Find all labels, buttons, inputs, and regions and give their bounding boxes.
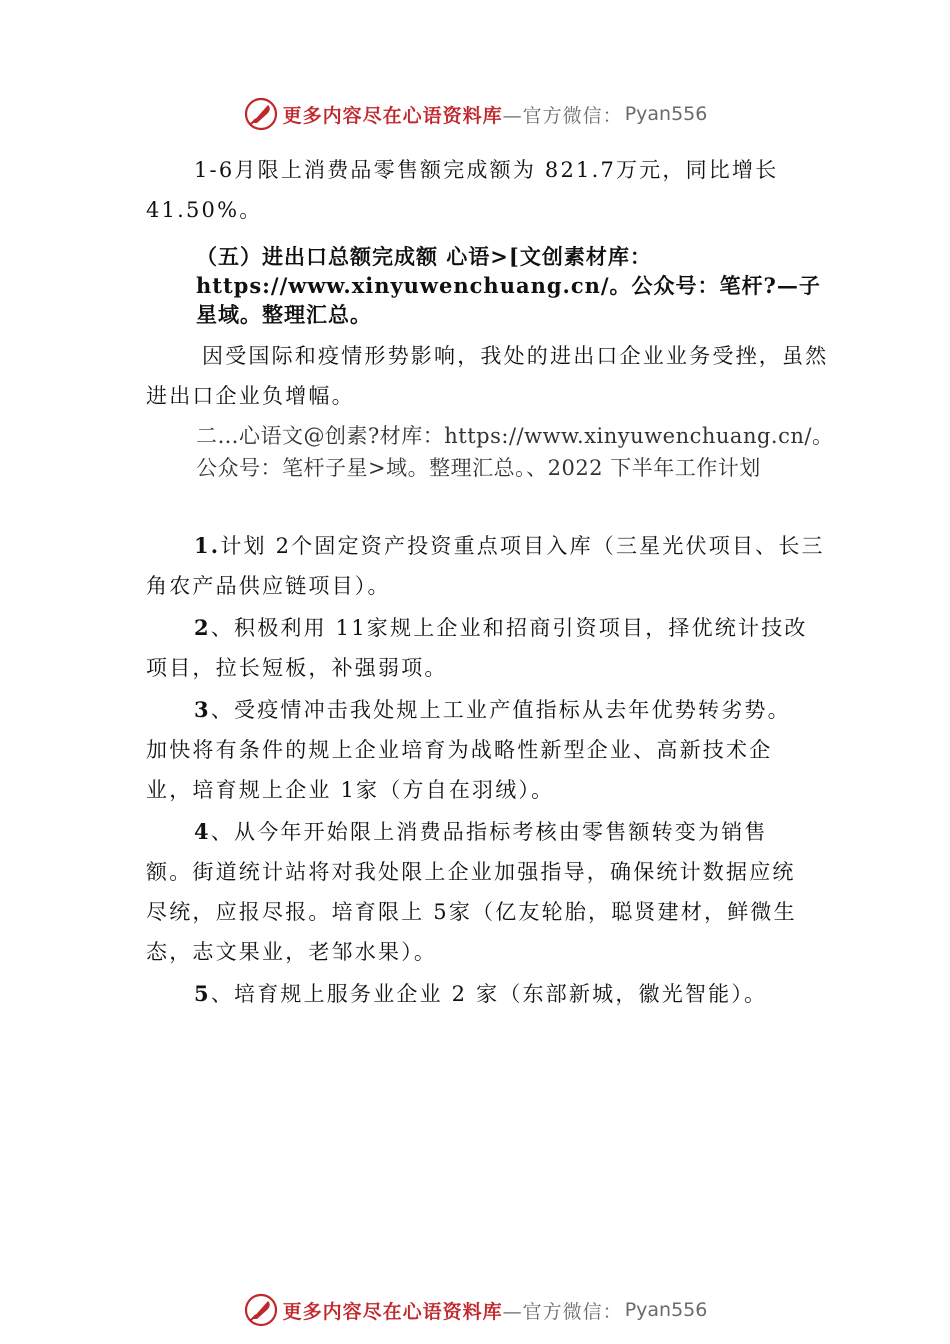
section-two-heading: 二…心语文@创素?材库：https://www.xinyuwenchuang.cn/。公众号：笔杆子星>域。整理汇总。、2022 下半年工作计划	[196, 424, 834, 480]
banner-wechat-id: Pyan556	[624, 1299, 708, 1321]
plan-item-4	[146, 812, 811, 972]
plan-item-text: 计划 2个固定资产投资重点项目入库（三星光伏项目、长三角农产品供应链项目）。	[146, 534, 825, 598]
plan-item-3	[146, 690, 811, 810]
section-five-heading: （五）进出口总额完成额 心语>[文创素材库：https://www.xinyuwenchuang.cn/。公众号：笔杆?—子星域。整理汇总。	[196, 244, 821, 327]
footer-banner	[0, 1290, 950, 1330]
banner-library-text: 更多内容尽在心语资料库	[282, 1300, 503, 1323]
plan-item-number: 3	[194, 697, 211, 722]
retail-sales-paragraph: 1-6月限上消费品零售额完成额为 821.7万元，同比增长41.50%。	[146, 158, 779, 222]
banner-wechat-label: —官方微信：	[502, 104, 623, 127]
plan-item-2	[146, 608, 811, 688]
banner-wechat-id: Pyan556	[624, 103, 708, 125]
plan-item-text: 、从今年开始限上消费品指标考核由零售额转变为销售额。街道统计站将对我处限上企业加强指导，确保统计数据应统尽统，应报尽报。培育限上 5家（亿友轮胎，聪贤建材，鲜微生态，志文果业，老邹水果）。	[146, 820, 797, 964]
plan-item-number: 1.	[194, 533, 221, 558]
feather-pen-logo-icon	[243, 1292, 279, 1328]
plan-item-5	[146, 974, 836, 1014]
import-export-paragraph: 因受国际和疫情形势影响，我处的进出口企业业务受挫，虽然进出口企业负增幅。	[146, 344, 829, 408]
plan-item-number: 2	[194, 615, 211, 640]
banner-library-text: 更多内容尽在心语资料库	[282, 104, 503, 127]
plan-item-number: 5	[194, 981, 211, 1006]
plan-item-text: 、培育规上服务业企业 2 家（东部新城，徽光智能）。	[210, 982, 768, 1006]
plan-item-text: 、积极利用 11家规上企业和招商引资项目，择优统计技改项目，拉长短板，补强弱项。	[146, 616, 808, 680]
plan-item-1	[146, 526, 836, 606]
plan-item-number: 4	[194, 819, 211, 844]
plan-item-text: 、受疫情冲击我处规上工业产值指标从去年优势转劣势。加快将有条件的规上企业培育为战略性新型企业、高新技术企业，培育规上企业 1家（方自在羽绒）。	[146, 698, 791, 802]
header-banner	[0, 94, 950, 134]
banner-wechat-label: —官方微信：	[502, 1300, 623, 1323]
feather-pen-logo-icon	[243, 96, 279, 132]
